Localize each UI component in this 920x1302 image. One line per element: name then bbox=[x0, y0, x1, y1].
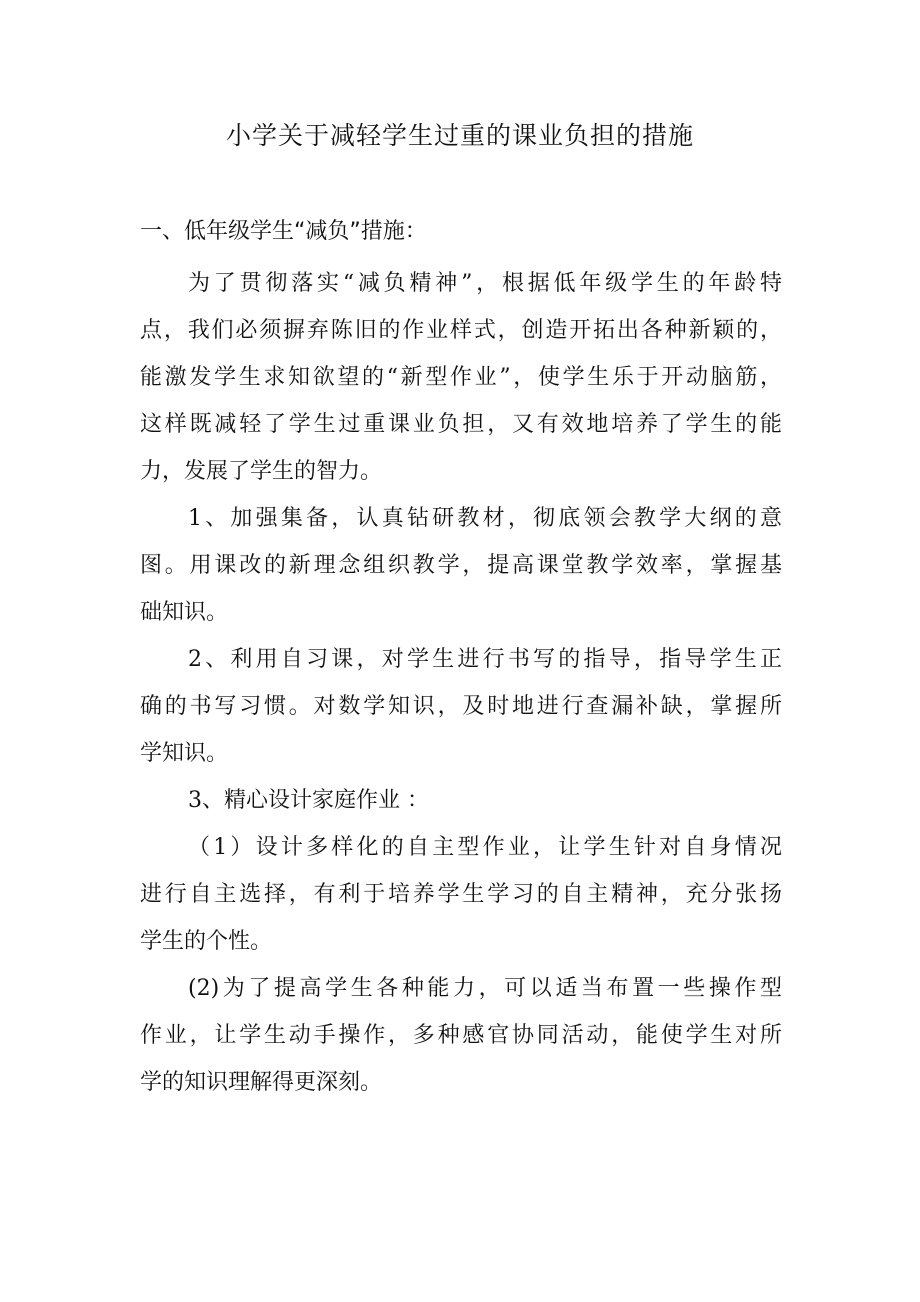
text-line: （1）设计多样化的自主型作业，让学生针对自身情况 bbox=[188, 835, 782, 860]
paragraph-subitem-2 bbox=[140, 965, 782, 1106]
text-line: 这样既减轻了学生过重课业负担，又有效地培养了学生的能 bbox=[140, 412, 782, 437]
document-body bbox=[140, 260, 782, 1106]
text-line: 学生的个性。 bbox=[140, 929, 273, 954]
paragraph-item-1 bbox=[140, 495, 782, 636]
text-line: (2)为了提高学生各种能力，可以适当布置一些操作型 bbox=[188, 976, 782, 1001]
text-line: 力，发展了学生的智力。 bbox=[140, 459, 383, 484]
text-line: 础知识。 bbox=[140, 600, 229, 625]
text-line: 为了贯彻落实“减负精神”，根据低年级学生的年龄特 bbox=[188, 271, 782, 296]
paragraph-item-2 bbox=[140, 636, 782, 777]
text-line: 进行自主选择，有利于培养学生学习的自主精神，充分张扬 bbox=[140, 882, 782, 907]
text-line: 作业，让学生动手操作，多种感官协同活动，能使学生对所 bbox=[140, 1023, 782, 1048]
text-line: 学的知识理解得更深刻。 bbox=[140, 1070, 383, 1095]
text-line: 2、利用自习课，对学生进行书写的指导，指导学生正 bbox=[188, 647, 782, 672]
text-line: 1、加强集备，认真钻研教材，彻底领会教学大纲的意 bbox=[188, 506, 782, 531]
text-line: 能激发学生求知欲望的“新型作业”，使学生乐于开动脑筋， bbox=[140, 365, 782, 390]
text-line: 确的书写习惯。对数学知识，及时地进行查漏补缺，掌握所 bbox=[140, 694, 782, 719]
text-line: 学知识。 bbox=[140, 741, 229, 766]
section-heading: 一、低年级学生“减负”措施： bbox=[140, 219, 427, 244]
document-title: 小学关于减轻学生过重的课业负担的措施 bbox=[225, 121, 694, 150]
text-line: 图。用课改的新理念组织教学，提高课堂教学效率，掌握基 bbox=[140, 553, 782, 578]
paragraph-intro bbox=[140, 260, 782, 495]
text-line: 3、精心设计家庭作业 ： bbox=[188, 788, 429, 813]
text-line: 点，我们必须摒弃陈旧的作业样式，创造开拓出各种新颖的， bbox=[140, 318, 782, 343]
paragraph-subitem-1 bbox=[140, 824, 782, 965]
paragraph-item-3 bbox=[140, 777, 782, 824]
